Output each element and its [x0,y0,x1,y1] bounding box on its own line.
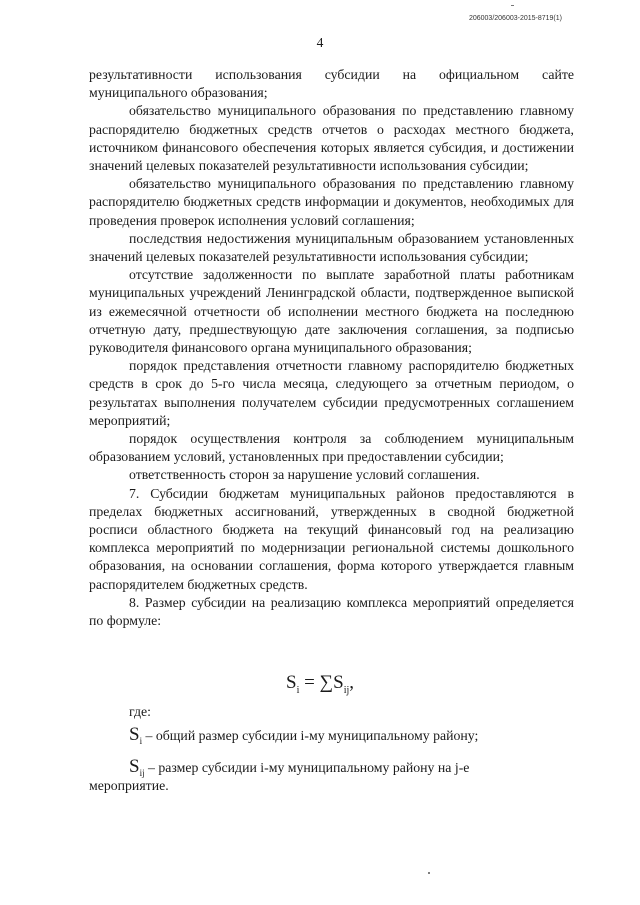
paragraph: обязательство муниципального образования по представлению главному распорядителю бюджетных средств отчетов о расходах местного бюджета, источником финансового обеспечения которых является субсидия, и достижении значений целевых показателей результативности использования субсидии; [89,103,574,174]
page-number: 4 [316,35,324,50]
paragraph: порядок представления отчетности главному распорядителю бюджетных средств в срок до 5-го числа месяца, следующего за отчетным периодом, о результатах выполнения получателем субсидии предусмотренных соглашением мероприятий; [89,358,574,428]
formula-rhs-sub: ij [343,684,350,696]
definition-text: – общий размер субсидии i-му муниципальному району; [142,728,479,743]
definition-row [129,758,574,782]
body-text [89,66,574,630]
definition-text: – размер субсидии i-му муниципальному району на j-е [144,760,470,775]
definition-symbol-sub: i [139,735,143,746]
paragraph: последствия недостижения муниципальным образованием установленных значений целевых показателей результативности использования субсидии; [89,230,574,265]
document-id: 206003/206003-2015-8719(1) [468,15,562,22]
paragraph: отсутствие задолженности по выплате заработной платы работникам муниципальных учреждений Ленинградской области, подтвержденное выпиской из ежемесячной отчетности об исполнении местного бюджета на последнюю отчетную дату, предшествующую дате заключения соглашения, за подписью руководителя финансового органа муниципального образования; [89,267,574,356]
subsidy-formula [0,672,640,696]
paragraph: порядок осуществления контроля за соблюдением муниципальным образованием условий, установленных при предоставлении субсидии; [89,431,574,465]
definition-continuation: мероприятие. [89,778,169,793]
formula-lhs: S [285,672,297,693]
scan-mark [511,5,514,6]
formula-equals: = [299,672,320,693]
formula-tail: , [349,672,354,693]
paragraph: обязательство муниципального образования по представлению главному распорядителю бюджетных средств информации и документов, необходимых для проведения проверок исполнения условий соглашения; [89,176,574,228]
paragraph: 7. Субсидии бюджетам муниципальных районов предоставляются в пределах бюджетных ассигнований, утвержденных в сводной бюджетной росписи областного бюджета на текущий финансовый год на реализацию комплекса мероприятий по модернизации региональной системы дошкольного образования, на основании соглашения, форма которого утверждается главным распорядителем бюджетных средств. [89,485,574,592]
paragraph: ответственность сторон за нарушение условий соглашения. [129,467,480,483]
paragraph: 8. Размер субсидии на реализацию комплекса мероприятий определяется по формуле: [89,594,574,629]
scan-dot [428,872,430,874]
definition-symbol: S [129,724,140,745]
definition-symbol: S [129,756,140,777]
definition-symbol-sub: ij [139,767,145,778]
formula-rhs: S [333,672,344,693]
where-label: где: [129,704,151,719]
paragraph: результативности использования субсидии на официальном сайте муниципального образования; [89,67,574,101]
sum-symbol: ∑ [319,672,334,693]
formula-lhs-sub: i [296,684,300,696]
definition-row [129,726,574,750]
